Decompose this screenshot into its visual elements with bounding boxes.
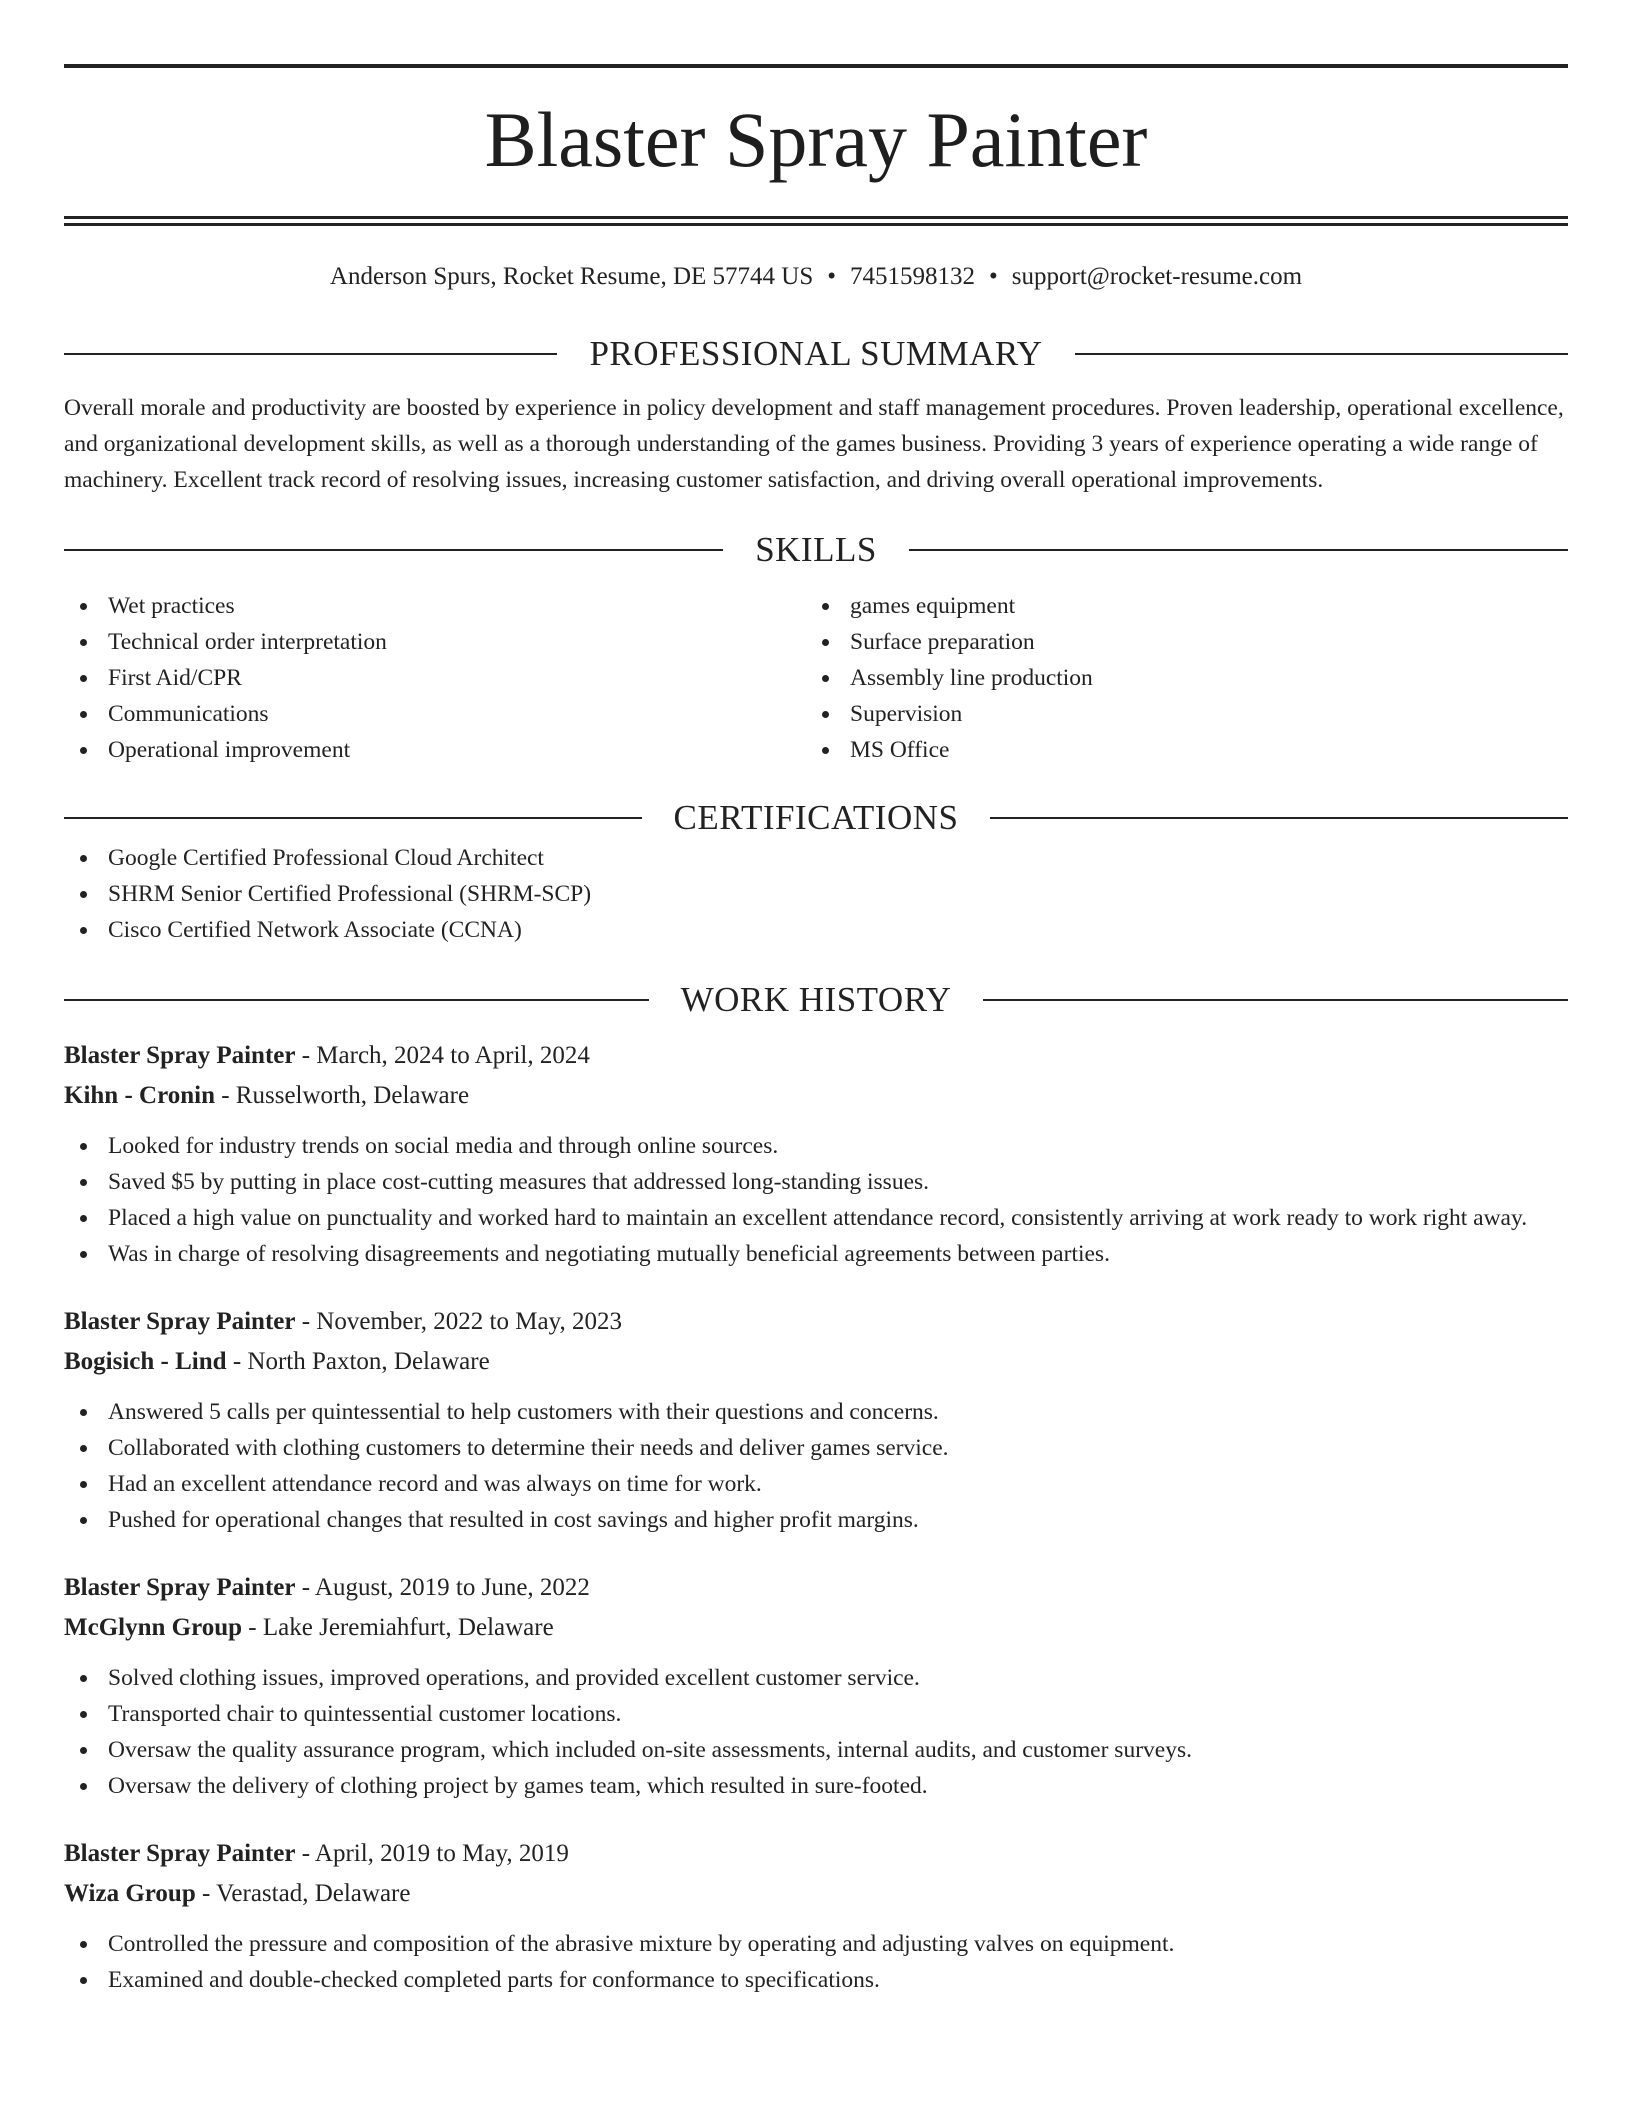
work-history-title: WORK HISTORY [680, 980, 952, 1019]
job-title-line [64, 1834, 1568, 1874]
skills-title: SKILLS [755, 530, 877, 569]
contact-email: support@rocket-resume.com [1011, 263, 1303, 290]
skill-item: MS Office [806, 732, 1548, 768]
skill-item: Assembly line production [806, 660, 1548, 696]
job-company: Bogisich - Lind [64, 1348, 227, 1375]
job-entry [64, 1302, 1568, 1538]
job-entry [64, 1036, 1568, 1272]
job-duties [64, 1394, 1568, 1538]
job-title-line [64, 1036, 1568, 1076]
skills-heading [64, 528, 1568, 572]
heading-rule-right [990, 817, 1568, 819]
job-company-line [64, 1076, 1568, 1116]
job-duty: Collaborated with clothing customers to determine their needs and deliver games service. [64, 1430, 1568, 1466]
skill-item: Technical order interpretation [64, 624, 806, 660]
job-duty: Saved $5 by putting in place cost-cutting measures that addressed long-standing issues. [64, 1164, 1568, 1200]
certification-item: SHRM Senior Certified Professional (SHRM-SCP) [64, 876, 1568, 912]
certifications-heading [64, 796, 1568, 840]
summary-title: PROFESSIONAL SUMMARY [589, 334, 1043, 373]
summary-text: Overall morale and productivity are boosted by experience in policy development and staff management procedures. Proven leadership, operational excellence, and organizational development skills, as well as a thorough understanding of the games business. Providing 3 years of experience operating a wide range of machinery. Excellent track record of resolving issues, increasing customer satisfaction, and driving overall operational improvements. [64, 395, 1564, 493]
job-entry [64, 1568, 1568, 1804]
job-duty: Transported chair to quintessential customer locations. [64, 1696, 1568, 1732]
heading-rule-right [983, 999, 1568, 1001]
job-role: Blaster Spray Painter [64, 1840, 296, 1867]
job-dates: - April, 2019 to May, 2019 [295, 1840, 569, 1867]
heading-rule-left [64, 549, 723, 551]
job-dates: - March, 2024 to April, 2024 [295, 1042, 590, 1069]
job-location: - North Paxton, Delaware [226, 1348, 490, 1375]
job-title-line [64, 1568, 1568, 1608]
job-duty: Solved clothing issues, improved operations, and provided excellent customer service. [64, 1660, 1568, 1696]
work-history-heading [64, 978, 1568, 1022]
job-duty: Placed a high value on punctuality and worked hard to maintain an excellent attendance record, consistently arriving at work ready to work right away. [64, 1200, 1568, 1236]
job-location: - Russelworth, Delaware [214, 1082, 470, 1109]
job-role: Blaster Spray Painter [64, 1308, 296, 1335]
job-dates: - November, 2022 to May, 2023 [295, 1308, 622, 1335]
job-company-line [64, 1608, 1568, 1648]
skill-item: Surface preparation [806, 624, 1548, 660]
job-duty: Controlled the pressure and composition of the abrasive mixture by operating and adjusting valves on equipment. [64, 1926, 1568, 1962]
job-role: Blaster Spray Painter [64, 1574, 296, 1601]
summary-heading [64, 332, 1568, 376]
job-duty: Answered 5 calls per quintessential to help customers with their questions and concerns. [64, 1394, 1568, 1430]
job-duties [64, 1128, 1568, 1272]
skill-item: First Aid/CPR [64, 660, 806, 696]
contact-separator: • [827, 263, 836, 290]
job-duty: Oversaw the delivery of clothing project by games team, which resulted in sure-footed. [64, 1768, 1568, 1804]
contact-separator: • [989, 263, 998, 290]
heading-rule-left [64, 353, 557, 355]
skill-item: games equipment [806, 588, 1548, 624]
certifications-list [64, 840, 1568, 948]
skill-item: Wet practices [64, 588, 806, 624]
job-duties [64, 1660, 1568, 1804]
header-top-rule [64, 64, 1568, 68]
candidate-name: Blaster Spray Painter [484, 96, 1148, 183]
heading-rule-left [64, 817, 642, 819]
job-duty: Oversaw the quality assurance program, which included on-site assessments, internal audits, and customer surveys. [64, 1732, 1568, 1768]
certification-item: Cisco Certified Network Associate (CCNA) [64, 912, 1568, 948]
job-company-line [64, 1342, 1568, 1382]
skills-column-left [64, 588, 806, 768]
skills-column-right [806, 588, 1548, 768]
job-location: - Lake Jeremiahfurt, Delaware [242, 1614, 554, 1641]
header-double-rule [64, 216, 1568, 226]
job-duty: Was in charge of resolving disagreements and negotiating mutually beneficial agreements between parties. [64, 1236, 1568, 1272]
job-company-line [64, 1874, 1568, 1914]
job-location: - Verastad, Delaware [195, 1880, 411, 1907]
job-company: McGlynn Group [64, 1614, 243, 1641]
resume-page [64, 64, 1568, 1998]
job-duty: Examined and double-checked completed parts for conformance to specifications. [64, 1962, 1568, 1998]
job-duty: Pushed for operational changes that resulted in cost savings and higher profit margins. [64, 1502, 1568, 1538]
skill-item: Operational improvement [64, 732, 806, 768]
job-dates: - August, 2019 to June, 2022 [295, 1574, 590, 1601]
job-duties [64, 1926, 1568, 1998]
job-company: Kihn - Cronin [64, 1082, 215, 1109]
contact-address: Anderson Spurs, Rocket Resume, DE 57744 US [329, 263, 814, 290]
certifications-title: CERTIFICATIONS [673, 798, 959, 837]
skills-list [64, 588, 1568, 768]
job-entry [64, 1834, 1568, 1998]
job-duty: Looked for industry trends on social media and through online sources. [64, 1128, 1568, 1164]
heading-rule-right [1075, 353, 1568, 355]
job-company: Wiza Group [64, 1880, 196, 1907]
job-title-line [64, 1302, 1568, 1342]
job-duty: Had an excellent attendance record and was always on time for work. [64, 1466, 1568, 1502]
skill-item: Supervision [806, 696, 1548, 732]
job-role: Blaster Spray Painter [64, 1042, 296, 1069]
contact-phone: 7451598132 [850, 263, 975, 290]
heading-rule-right [909, 549, 1568, 551]
contact-line [64, 260, 1568, 294]
skill-item: Communications [64, 696, 806, 732]
certification-item: Google Certified Professional Cloud Architect [64, 840, 1568, 876]
heading-rule-left [64, 999, 649, 1001]
